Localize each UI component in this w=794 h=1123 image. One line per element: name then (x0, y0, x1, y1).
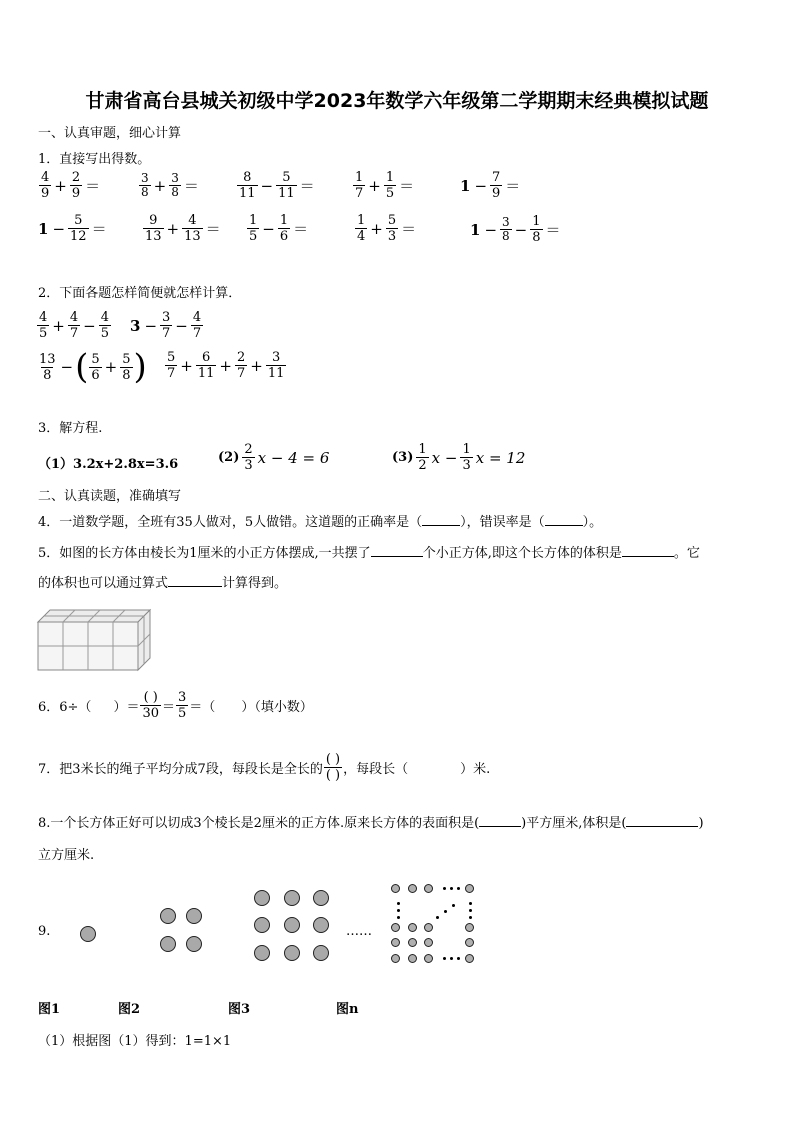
ellipsis-dot (397, 902, 400, 905)
cuboid-figure (36, 598, 154, 674)
dot (391, 923, 400, 932)
dot (80, 926, 96, 942)
dot (465, 954, 474, 963)
figure-caption-3: 图3 (228, 1002, 251, 1017)
ellipsis-dot (469, 902, 472, 905)
question-3-label: 3．解方程. (38, 421, 103, 436)
q2-expr-4: $\frac{5}{7}$ + $\frac{6}{11}$ + $\frac{2}{7}$ + $\frac{3}{11}$ (167, 350, 285, 381)
q4-answer-blank-2[interactable] (545, 525, 583, 526)
q1-expr-9: $\frac{1}{4}$ + $\frac{5}{3}$ ＝ (357, 213, 417, 244)
dot (186, 936, 202, 952)
dot (284, 945, 300, 961)
q1-expr-5: 1 − $\frac{7}{9}$ ＝ (460, 170, 521, 201)
figure-caption-2: 图2 (118, 1002, 141, 1017)
ellipsis-dot (469, 909, 472, 912)
ellipsis-dot (443, 887, 446, 890)
dot (313, 917, 329, 933)
q2-expr-2: 3 − $\frac{3}{7}$ − $\frac{4}{7}$ (130, 310, 202, 341)
dot (424, 954, 433, 963)
q5-answer-blank-1[interactable] (371, 556, 423, 557)
q3-equation-2: (2) $\frac{2}{3}$ x − 4 = 6 (218, 442, 330, 473)
dot (465, 923, 474, 932)
q9-subquestion-1: （1）根据图（1）得到：1=1×1 (38, 1034, 232, 1049)
q3-equation-3: (3) $\frac{1}{2}$ x − $\frac{1}{3}$ x = 12 (392, 442, 526, 473)
dot (160, 936, 176, 952)
q8-answer-blank-1[interactable] (479, 826, 521, 827)
ellipsis-dot (443, 957, 446, 960)
ellipsis-dot (469, 916, 472, 919)
q1-expr-1: $\frac{4}{9}$ + $\frac{2}{9}$ ＝ (41, 170, 101, 201)
dot (284, 890, 300, 906)
question-4: 4．一道数学题，全班有35人做对，5人做错。这道题的正确率是（ ），错误率是（ ）。 (38, 515, 603, 530)
question-1-label: 1．直接写出得数。 (38, 152, 151, 167)
dot (254, 945, 270, 961)
dot (391, 884, 400, 893)
q1-expr-10: 1 − $\frac{3}{8}$ − $\frac{1}{8}$ ＝ (470, 214, 561, 245)
q1-expr-8: $\frac{1}{5}$ − $\frac{1}{6}$ ＝ (249, 213, 309, 244)
figure-caption-n: 图n (336, 1002, 359, 1017)
question-8-line-1: 8.一个长方体正好可以切成3个棱长是2厘米的正方体.原来长方体的表面积是( )平方厘米,体积是( ) (38, 816, 704, 831)
question-9-label: 9. (38, 924, 51, 939)
q5-answer-blank-3[interactable] (168, 586, 222, 587)
dot (408, 938, 417, 947)
dot (254, 890, 270, 906)
ellipsis-dot (444, 910, 447, 913)
q1-expr-2: $\frac{3}{8}$ + $\frac{3}{8}$ ＝ (141, 171, 199, 199)
q8-answer-blank-2[interactable] (626, 826, 698, 827)
q1-expr-3: $\frac{8}{11}$ − $\frac{5}{11}$ ＝ (239, 170, 315, 201)
q1-expr-4: $\frac{1}{7}$ + $\frac{1}{5}$ ＝ (355, 170, 415, 201)
dot (465, 938, 474, 947)
dot (465, 884, 474, 893)
dot (391, 938, 400, 947)
dot (160, 908, 176, 924)
ellipsis-dot (457, 887, 460, 890)
dot (408, 884, 417, 893)
figure-caption-1: 图1 (38, 1002, 61, 1017)
dot (284, 917, 300, 933)
q2-expr-3: $\frac{13}{8}$ − ( $\frac{5}{6}$ + $\frac{5}{8}$ ) (39, 347, 147, 387)
question-5-line-2: 的体积也可以通过算式 计算得到。 (38, 576, 288, 591)
q4-answer-blank-1[interactable] (422, 525, 460, 526)
question-2-label: 2．下面各题怎样简便就怎样计算． (38, 286, 242, 301)
q2-expr-1: $\frac{4}{5}$ + $\frac{4}{7}$ − $\frac{4}{5}$ (39, 310, 109, 341)
dot (254, 917, 270, 933)
sequence-ellipsis: …… (346, 924, 372, 939)
section-heading-2: 二、认真读题，准确填写 (38, 489, 182, 504)
question-8-line-2: 立方厘米. (38, 848, 95, 863)
dot (424, 884, 433, 893)
dot (408, 923, 417, 932)
q5-answer-blank-2[interactable] (622, 556, 674, 557)
ellipsis-dot (397, 909, 400, 912)
question-6: 6．6÷（ ）＝ $\frac{( )}{30}$ ＝ $\frac{3}{5}$ ＝（ ）（填小数） (38, 690, 313, 721)
page-title: 甘肃省高台县城关初级中学2023年数学六年级第二学期期末经典模拟试题 (85, 90, 709, 112)
dot (186, 908, 202, 924)
q1-expr-7: $\frac{9}{13}$ + $\frac{4}{13}$ ＝ (145, 213, 221, 244)
section-heading-1: 一、认真审题，细心计算 (38, 126, 182, 141)
dot (313, 890, 329, 906)
ellipsis-dot (397, 916, 400, 919)
ellipsis-dot (450, 957, 453, 960)
question-5-line-1: 5．如图的长方体由棱长为1厘米的小正方体摆成,一共摆了 个小正方体,即这个长方体的体积是 。它 (38, 546, 700, 561)
dot (313, 945, 329, 961)
dot (424, 923, 433, 932)
dot (424, 938, 433, 947)
ellipsis-dot (436, 916, 439, 919)
dot (408, 954, 417, 963)
ellipsis-dot (450, 887, 453, 890)
q3-equation-1: （1）3.2x+2.8x=3.6 (38, 457, 179, 472)
q1-expr-6: 1 − $\frac{5}{12}$ ＝ (38, 213, 107, 244)
dot (391, 954, 400, 963)
ellipsis-dot (457, 957, 460, 960)
question-7: 7．把3米长的绳子平均分成7段，每段长是全长的 $\frac{( )}{( )}$ ，每段长（ ）米. (38, 752, 491, 783)
ellipsis-dot (452, 904, 455, 907)
